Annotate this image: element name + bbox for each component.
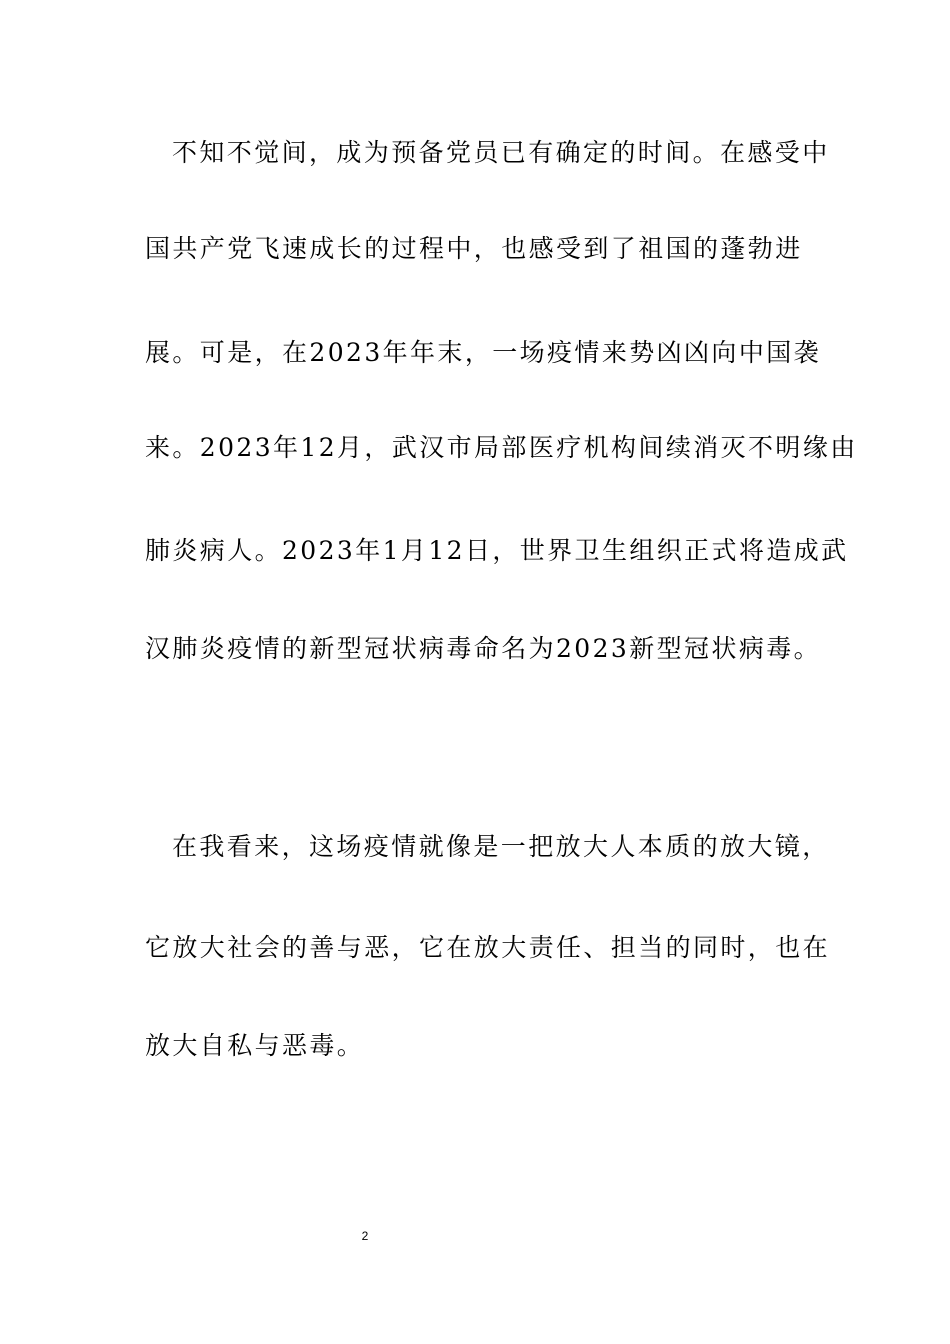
paragraph-1-line-3: 展。可是，在2023年年末，一场疫情来势凶凶向中国袭 bbox=[145, 338, 822, 367]
paragraph-1-line-1: 不知不觉间，成为预备党员已有确定的时间。在感受中 bbox=[172, 138, 830, 167]
paragraph-2-line-3: 放大自私与恶毒。 bbox=[145, 1031, 365, 1060]
paragraph-2-line-2: 它放大社会的善与恶，它在放大责任、担当的同时，也在 bbox=[145, 933, 831, 962]
paragraph-1-line-6: 汉肺炎疫情的新型冠状病毒命名为2023新型冠状病毒。 bbox=[145, 634, 822, 663]
paragraph-1-line-2: 国共产党飞速成长的过程中，也感受到了祖国的蓬勃进 bbox=[145, 234, 803, 263]
paragraph-1-line-5: 肺炎病人。2023年1月12日，世界卫生组织正式将造成武 bbox=[145, 536, 849, 565]
page-number: 2 bbox=[361, 1229, 369, 1243]
paragraph-1-line-4: 来。2023年12月，武汉市局部医疗机构间续消灭不明缘由 bbox=[145, 433, 858, 462]
paragraph-2-line-1: 在我看来，这场疫情就像是一把放大人本质的放大镜， bbox=[172, 832, 830, 861]
